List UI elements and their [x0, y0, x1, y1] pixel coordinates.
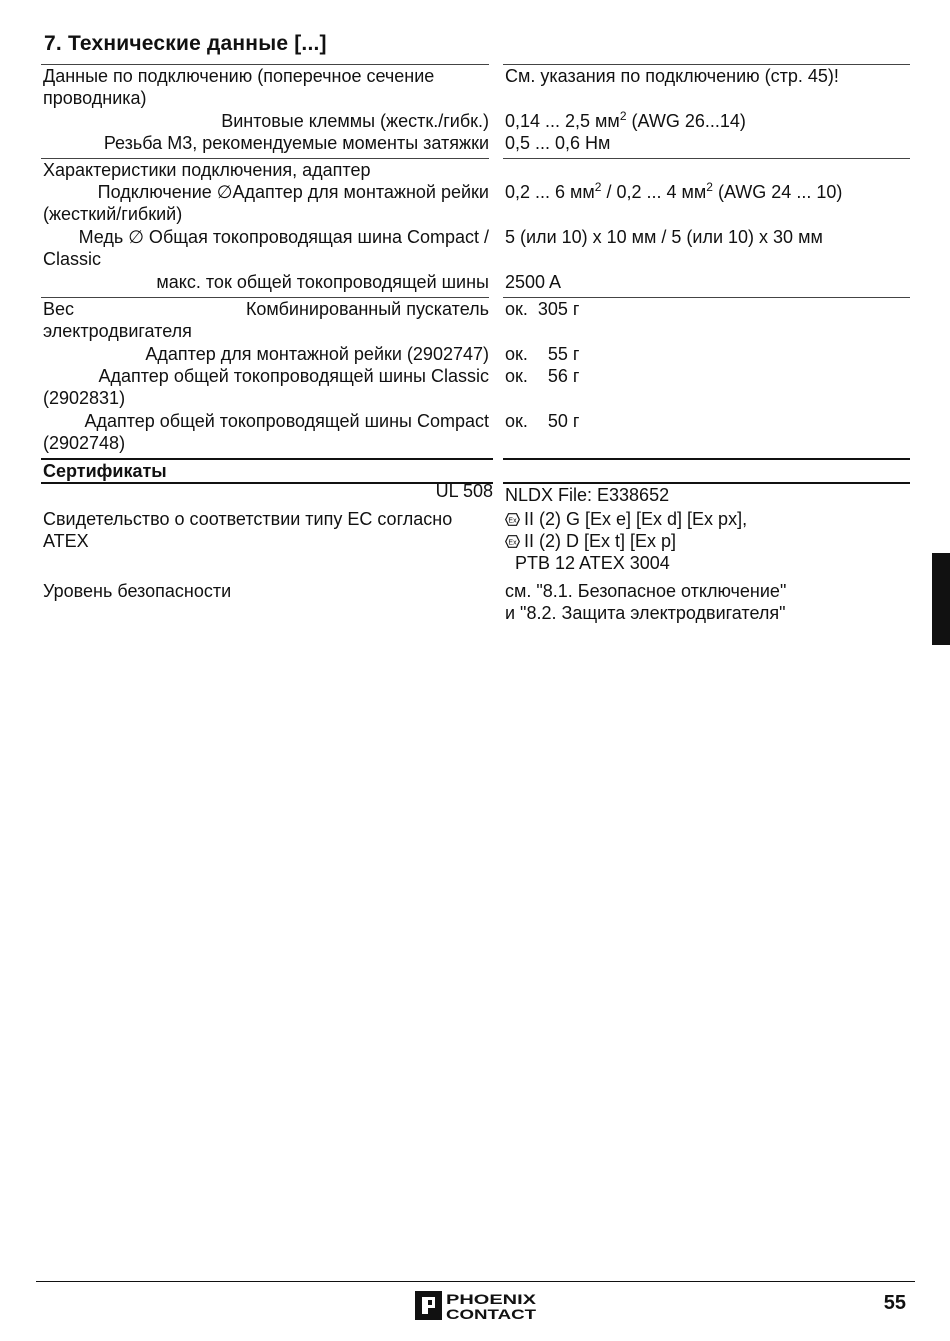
atex-label: Свидетельство о соответствии типу ЕС согласно [43, 509, 453, 529]
adapter-header: Характеристики подключения, адаптер [43, 160, 371, 180]
phoenix-logo-icon [415, 1290, 537, 1322]
divider [503, 458, 910, 460]
page-number: 55 [883, 1292, 906, 1314]
copper-busbar-label: Медь ∅ Общая токопроводящая шина Compact / [78, 227, 489, 247]
classic-adapter-weight-label: Адаптер общей токопроводящей шины Classic [98, 366, 489, 386]
connection-label: Данные по подключению (поперечное сечение [43, 66, 435, 86]
compact-adapter-weight-value: ок. 50 г [505, 411, 580, 431]
svg-text:Ex: Ex [508, 517, 517, 525]
copper-busbar-label-cont: Classic [43, 249, 102, 269]
footer-divider [36, 1281, 915, 1282]
atex-value-dust: Ex II (2) D [Ex t] [Ex p] [505, 530, 910, 552]
classic-adapter-weight-value: ок. 56 г [505, 366, 580, 386]
safety-level-value: см. "8.1. Безопасное отключение" [505, 581, 787, 601]
logo-text-contact: CONTACT [446, 1306, 537, 1322]
atex-label-cont: ATEX [43, 531, 89, 551]
safety-level-label: Уровень безопасности [43, 581, 232, 601]
max-current-value: 2500 A [505, 272, 562, 292]
atex-certificate-number: PTB 12 ATEX 3004 [515, 553, 670, 573]
rail-adapter-weight-label: Адаптер для монтажной рейки (2902747) [145, 344, 489, 364]
page-title: 7. Технические данные [...] [44, 32, 327, 55]
starter-weight-value: ок. 305 г [505, 299, 580, 319]
compact-adapter-weight-label-cont: (2902748) [43, 433, 126, 453]
starter-label-cont: электродвигателя [43, 321, 192, 341]
thread-label: Резьба M3, рекомендуемые моменты затяжки [103, 133, 489, 153]
logo-text-phoenix: PHOENIX [446, 1291, 537, 1307]
chapter-tab-marker [932, 553, 950, 645]
atex-value-gas: Ex II (2) G [Ex e] [Ex d] [Ex px], [505, 508, 910, 530]
ul-value: NLDX File: E338652 [505, 485, 670, 505]
safety-level-value-cont: и "8.2. Защита электродвигателя" [505, 603, 786, 623]
rail-adapter-label: Подключение ∅Адаптер для монтажной рейки [97, 182, 489, 202]
screw-terminal-value: 0,14 ... 2,5 $мм^2$ (AWG 26...14) [505, 109, 746, 131]
starter-label: Комбинированный пускатель [245, 299, 489, 319]
rail-adapter-weight-value: ок. 55 г [505, 344, 580, 364]
max-current-label: макс. ток общей токопроводящей шины [156, 272, 489, 292]
ex-hexagon-icon [505, 513, 520, 526]
ex-hexagon-icon [505, 535, 520, 548]
divider [503, 158, 910, 159]
connection-label-cont: проводника) [43, 88, 147, 108]
compact-adapter-weight-label: Адаптер общей токопроводящей шины Compact [84, 411, 489, 431]
copper-busbar-value: 5 (или 10) x 10 мм / 5 (или 10) x 30 мм [505, 227, 823, 247]
thread-value: 0,5 ... 0,6 Нм [505, 133, 611, 153]
screw-terminal-label: Винтовые клеммы (жестк./гибк.) [221, 111, 489, 131]
connection-value: См. указания по подключению (стр. 45)! [505, 66, 839, 86]
certificates-header: Сертификаты [43, 461, 167, 481]
rail-adapter-value: 0,2 ... 6 $мм^2 / 0,2$ ... 4 $мм^2$ (AWG 24 ... 10) [505, 180, 843, 202]
ul-label: UL 508 [435, 481, 493, 501]
weight-label: Вес [43, 299, 75, 319]
rail-adapter-label-cont: (жесткий/гибкий) [43, 204, 183, 224]
svg-text:Ex: Ex [508, 539, 517, 547]
classic-adapter-weight-label-cont: (2902831) [43, 388, 126, 408]
